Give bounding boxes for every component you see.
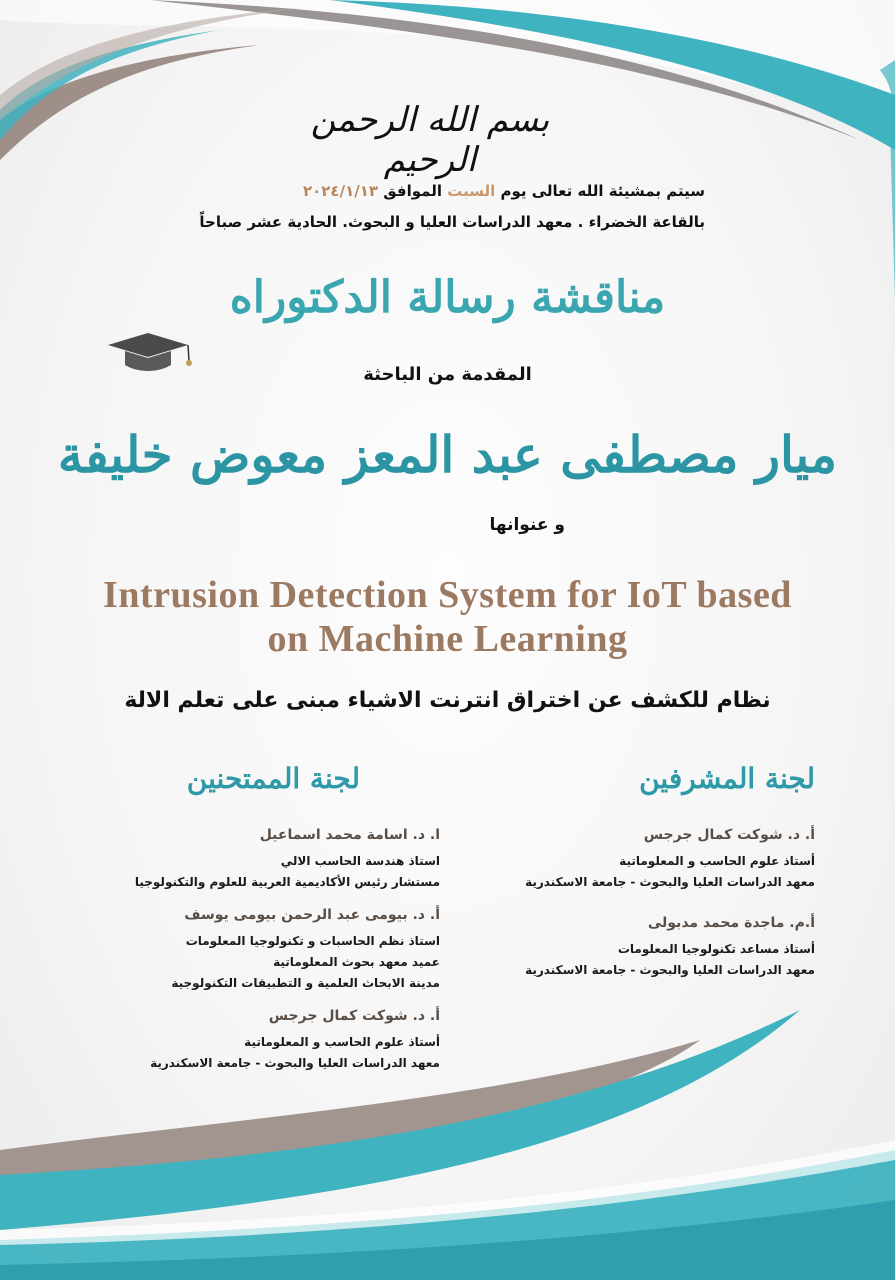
- member-name: أ. د. شوكت كمال جرجس: [643, 827, 815, 843]
- member-title: استاذ هندسة الحاسب الالي: [280, 854, 440, 868]
- member-affiliation: مستشار رئيس الأكاديمية العربية للعلوم والتكنولوجيا: [134, 875, 440, 889]
- basmala-calligraphy: بسم الله الرحمن الرحيم: [310, 100, 550, 180]
- member-affiliation: معهد الدراسات العليا والبحوث - جامعة الاسكندرية: [150, 1056, 440, 1070]
- supervisor-member: [455, 827, 815, 893]
- member-title: أستاذ علوم الحاسب و المعلوماتية: [244, 1035, 440, 1049]
- examiner-member: [40, 827, 440, 893]
- announcement-day: السبت: [447, 182, 496, 200]
- member-affiliation: عميد معهد بحوث المعلوماتية: [273, 955, 440, 969]
- member-name: أ. د. بيومى عبد الرحمن بيومى يوسف: [184, 907, 440, 923]
- member-affiliation: معهد الدراسات العليا والبحوث - جامعة الاسكندرية: [525, 963, 815, 977]
- supervisor-member: [455, 915, 815, 981]
- presented-by-label: المقدمة من الباحثة: [363, 364, 532, 385]
- announcement-line-2: بالقاعة الخضراء . معهد الدراسات العليا و البحوث. الحادية عشر صباحاً: [199, 213, 705, 231]
- examiners-heading: لجنة الممتحنين: [186, 762, 360, 795]
- thesis-title-english: Intrusion Detection System for IoT based on Machine Learning: [103, 574, 792, 660]
- supervisors-heading: لجنة المشرفين: [639, 762, 815, 795]
- member-affiliation: مدينة الابحاث العلمية و التطبيقات التكنولوجية: [171, 976, 440, 990]
- member-title: استاذ نظم الحاسبات و تكنولوجيا المعلومات: [185, 934, 440, 948]
- member-affiliation: معهد الدراسات العليا والبحوث - جامعة الاسكندرية: [525, 875, 815, 889]
- announcement-date: ٢٠٢٤/١/١٣: [302, 182, 379, 200]
- member-name: أ. د. شوكت كمال جرجس: [268, 1008, 440, 1024]
- announcement-line-1: [303, 182, 705, 200]
- thesis-title-label: و عنوانها: [489, 515, 565, 535]
- examiners-committee: [40, 762, 440, 1088]
- student-name: ميار مصطفى عبد المعز معوض خليفة: [57, 425, 838, 484]
- member-name: أ.م. ماجدة محمد مدبولى: [647, 915, 815, 931]
- announcement-prefix: سيتم بمشيئة الله تعالى يوم: [500, 182, 705, 200]
- member-title: أستاذ مساعد تكنولوجيا المعلومات: [617, 942, 815, 956]
- page-title: مناقشة رسالة الدكتوراه: [229, 272, 666, 323]
- supervisors-committee: [455, 762, 815, 1003]
- member-name: ا. د. اسامة محمد اسماعيل: [259, 827, 440, 843]
- member-title: أستاذ علوم الحاسب و المعلوماتية: [619, 854, 815, 868]
- examiner-member: [40, 1008, 440, 1074]
- thesis-title-arabic: نظام للكشف عن اختراق انترنت الاشياء مبنى على تعلم الالة: [124, 688, 771, 713]
- announcement-mid: الموافق: [383, 182, 442, 200]
- examiner-member: [40, 907, 440, 994]
